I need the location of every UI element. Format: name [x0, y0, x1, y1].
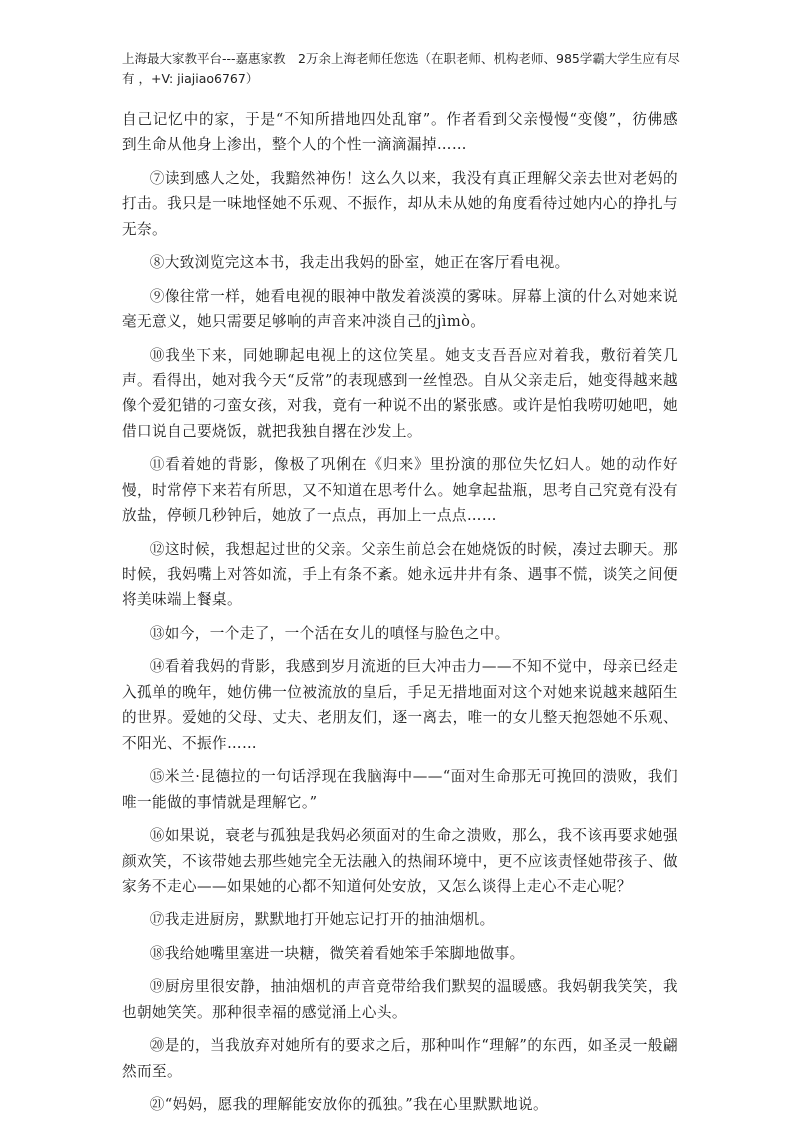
header-line-1: 上海最大家教平台---嘉惠家教 2万余上海老师任您选（在职老师、机构老师、985学霸大学生应有尽: [122, 51, 680, 66]
paragraph: ⑰我走进厨房，默默地打开她忘记打开的抽油烟机。: [149, 911, 495, 929]
paragraph: ⑯如果说，衰老与孤独是我妈必须面对的生命之溃败，那么，我不该再要求她强颜欢笑，不该带她去那些她完全无法融入的热闹环境中，更不应该责怪她带孩子、做家务不走心——如果她的心都不知道何处安放，又怎么谈得上走心不走心呢？: [122, 827, 678, 895]
paragraph: ⑱我给她嘴里塞进一块糖，微笑着看她笨手笨脚地做事。: [149, 944, 525, 962]
paragraph: ⑦读到感人之处，我黯然神伤！这么久以来，我没有真正理解父亲去世对老妈的打击。我只是一味地怪她不乐观、不振作，却从未从她的角度看待过她内心的挣扎与无奈。: [122, 169, 678, 238]
paragraph: ⑲厨房里很安静，抽油烟机的声音竟带给我们默契的温暖感。我妈朝我笑笑，我也朝她笑笑。那种很幸福的感觉涌上心头。: [122, 978, 678, 1021]
paragraph: ⑫这时候，我想起过世的父亲。父亲生前总会在她烧饭的时候，凑过去聊天。那时候，我妈嘴上对答如流，手上有条不紊。她永远井井有条、遇事不慌，谈笑之间便将美味端上餐桌。: [122, 540, 678, 609]
article-body: [122, 107, 678, 1126]
header-line-2: 有 ，+V: jiajiao6767）: [122, 71, 259, 86]
paragraph: ⑩我坐下来，同她聊起电视上的这位笑星。她支支吾吾应对着我，敷衍着笑几声。看得出，她对我今天“反常”的表现感到一丝惶恐。自从父亲走后，她变得越来越像个爱犯错的刁蛮女孩，对我，竟有一种说不出的紧张感。或许是怕我唠叨她吧，她借口说自己要烧饭，就把我独自撂在沙发上。: [122, 346, 678, 440]
paragraph: ㉑“妈妈，愿我的理解能安放你的孤独。”我在心里默默地说。: [149, 1096, 548, 1114]
page-header: [122, 49, 692, 89]
paragraph: ⑭看着我妈的背影，我感到岁月流逝的巨大冲击力——不知不觉中，母亲已经走入孤单的晚年，她仿佛一位被流放的皇后，手足无措地面对这个对她来说越来越陌生的世界。爱她的父母、丈夫、老朋友们，逐一离去，唯一的女儿整天抱怨她不乐观、不阳光、不振作……: [122, 658, 678, 752]
paragraph: ⑳是的，当我放弃对她所有的要求之后，那种叫作“理解”的东西，如圣灵一般翩然而至。: [122, 1037, 678, 1080]
paragraph: ⑧大致浏览完这本书，我走出我妈的卧室，她正在客厅看电视。: [149, 254, 570, 272]
paragraph: ⑬如今，一个走了，一个活在女儿的嗔怪与脸色之中。: [149, 624, 510, 642]
paragraph: ⑮米兰·昆德拉的一句话浮现在我脑海中——“面对生命那无可挽回的溃败，我们唯一能做的事情就是理解它。”: [122, 768, 678, 811]
paragraph: 自己记忆中的家，于是“不知所措地四处乱窜”。作者看到父亲慢慢“变傻”，彷佛感到生命从他身上渗出，整个人的个性一滴滴漏掉……: [122, 111, 678, 154]
paragraph: ⑨像往常一样，她看电视的眼神中散发着淡漠的雾味。屏幕上演的什么对她来说毫无意义，她只需要足够响的声音来冲淡自己的jìmò。: [122, 287, 678, 331]
paragraph: ⑪看着她的背影，像极了巩俐在《归来》里扮演的那位失忆妇人。她的动作好慢，时常停下来若有所思，又不知道在思考什么。她拿起盐瓶，思考自己究竟有没有放盐，停顿几秒钟后，她放了一点点，再加上一点点……: [122, 456, 678, 525]
